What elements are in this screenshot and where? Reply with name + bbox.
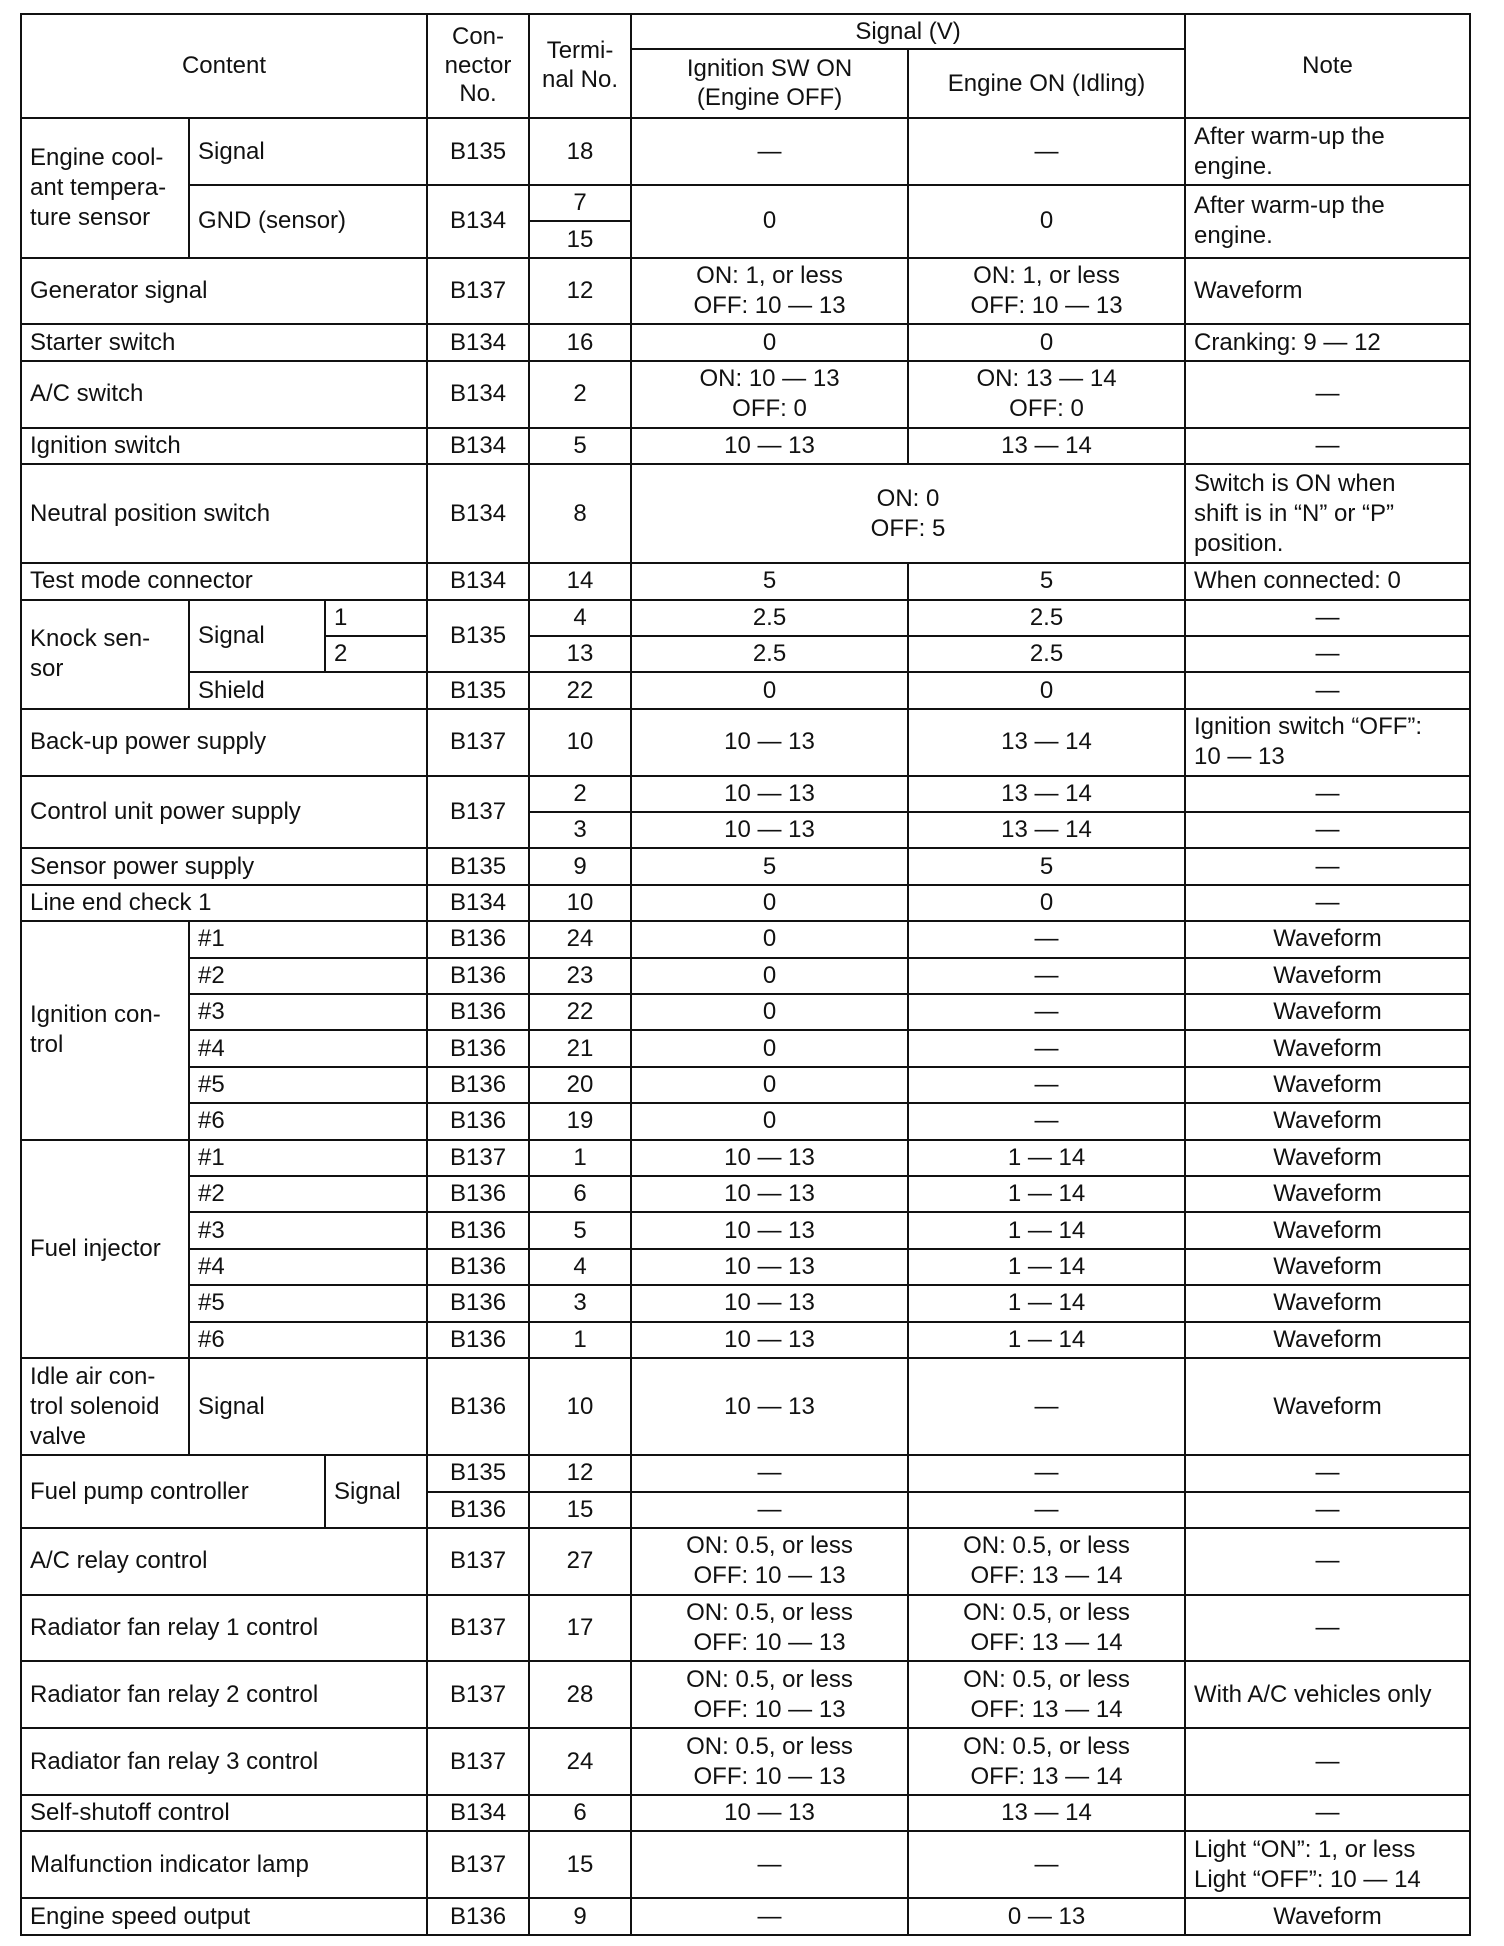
table-row bbox=[21, 1249, 1470, 1285]
row-label: Neutral position switch bbox=[21, 464, 427, 563]
row-label: Radiator fan relay 2 control bbox=[21, 1661, 427, 1728]
ignition-on-value: — bbox=[631, 1831, 908, 1898]
table-row bbox=[21, 1212, 1470, 1248]
row-sublabel: #4 bbox=[189, 1249, 427, 1285]
header-signal: Signal (V) bbox=[631, 14, 1185, 49]
connector-no: B136 bbox=[427, 1103, 529, 1139]
table-row bbox=[21, 563, 1470, 599]
header-content: Content bbox=[21, 14, 427, 118]
row-sublabel: Signal bbox=[189, 118, 427, 185]
terminal-no: 5 bbox=[529, 428, 631, 464]
terminal-no: 6 bbox=[529, 1795, 631, 1831]
terminal-no: 4 bbox=[529, 600, 631, 636]
engine-on-value: 13 — 14 bbox=[908, 776, 1185, 812]
table-row bbox=[21, 361, 1470, 428]
row-label: Back-up power supply bbox=[21, 709, 427, 776]
terminal-no: 27 bbox=[529, 1528, 631, 1595]
connector-no: B136 bbox=[427, 1898, 529, 1935]
note: Waveform bbox=[1185, 1322, 1470, 1358]
connector-no: B134 bbox=[427, 885, 529, 921]
connector-no: B136 bbox=[427, 1285, 529, 1321]
table-row bbox=[21, 464, 1470, 563]
connector-no: B137 bbox=[427, 1595, 529, 1662]
note: After warm-up the engine. bbox=[1185, 118, 1470, 185]
row-sublabel: Signal bbox=[325, 1455, 427, 1528]
table-row bbox=[21, 1455, 1470, 1491]
note: — bbox=[1185, 600, 1470, 636]
engine-on-value: — bbox=[908, 921, 1185, 957]
row-label: Generator signal bbox=[21, 258, 427, 325]
row-label: Control unit power supply bbox=[21, 776, 427, 849]
ignition-on-value: 10 — 13 bbox=[631, 709, 908, 776]
connector-no: B134 bbox=[427, 464, 529, 563]
connector-no: B136 bbox=[427, 1212, 529, 1248]
row-label: Line end check 1 bbox=[21, 885, 427, 921]
terminal-no: 13 bbox=[529, 636, 631, 672]
header-terminal: Termi- nal No. bbox=[529, 14, 631, 118]
ignition-on-value: 0 bbox=[631, 185, 908, 258]
terminal-no: 24 bbox=[529, 1728, 631, 1795]
connector-no: B134 bbox=[427, 185, 529, 258]
row-label: Starter switch bbox=[21, 324, 427, 360]
table-row bbox=[21, 1728, 1470, 1795]
note: — bbox=[1185, 1595, 1470, 1662]
terminal-no: 3 bbox=[529, 1285, 631, 1321]
connector-no: B135 bbox=[427, 1455, 529, 1491]
engine-on-value: — bbox=[908, 994, 1185, 1030]
note: Waveform bbox=[1185, 1140, 1470, 1176]
engine-on-value: ON: 0.5, or less OFF: 13 — 14 bbox=[908, 1528, 1185, 1595]
ignition-on-value: 0 bbox=[631, 885, 908, 921]
connector-no: B136 bbox=[427, 921, 529, 957]
row-sublabel: #1 bbox=[189, 921, 427, 957]
row-sublabel: #3 bbox=[189, 1212, 427, 1248]
terminal-no: 18 bbox=[529, 118, 631, 185]
engine-on-value: 0 bbox=[908, 185, 1185, 258]
ignition-on-value: ON: 0.5, or less OFF: 10 — 13 bbox=[631, 1528, 908, 1595]
terminal-no: 8 bbox=[529, 464, 631, 563]
note: Waveform bbox=[1185, 921, 1470, 957]
ignition-on-value: ON: 10 — 13 OFF: 0 bbox=[631, 361, 908, 428]
connector-no: B137 bbox=[427, 1661, 529, 1728]
note: Waveform bbox=[1185, 1176, 1470, 1212]
ignition-on-value: 10 — 13 bbox=[631, 1322, 908, 1358]
ignition-on-value: ON: 0.5, or less OFF: 10 — 13 bbox=[631, 1595, 908, 1662]
header-row-1 bbox=[21, 14, 1470, 49]
table-row bbox=[21, 885, 1470, 921]
ignition-on-value: 10 — 13 bbox=[631, 1212, 908, 1248]
row-sublabel: #5 bbox=[189, 1067, 427, 1103]
table-row bbox=[21, 258, 1470, 325]
row-sublabel: #2 bbox=[189, 1176, 427, 1212]
row-sublabel: #6 bbox=[189, 1322, 427, 1358]
connector-no: B134 bbox=[427, 1795, 529, 1831]
connector-no: B134 bbox=[427, 563, 529, 599]
row-subindex: 2 bbox=[325, 636, 427, 672]
note: Waveform bbox=[1185, 958, 1470, 994]
connector-no: B136 bbox=[427, 1030, 529, 1066]
note: — bbox=[1185, 776, 1470, 812]
connector-no: B136 bbox=[427, 1492, 529, 1528]
ignition-on-value: 10 — 13 bbox=[631, 1176, 908, 1212]
table-row bbox=[21, 921, 1470, 957]
row-label: Idle air con- trol solenoid valve bbox=[21, 1358, 189, 1455]
engine-on-value: — bbox=[908, 118, 1185, 185]
engine-on-value: 13 — 14 bbox=[908, 709, 1185, 776]
terminal-no: 28 bbox=[529, 1661, 631, 1728]
table-row bbox=[21, 185, 1470, 221]
connector-no: B137 bbox=[427, 776, 529, 849]
row-sublabel: Shield bbox=[189, 672, 427, 708]
row-label: Fuel pump controller bbox=[21, 1455, 325, 1528]
table-row bbox=[21, 1831, 1470, 1898]
ignition-on-value: ON: 0.5, or less OFF: 10 — 13 bbox=[631, 1661, 908, 1728]
connector-no: B137 bbox=[427, 1728, 529, 1795]
connector-no: B137 bbox=[427, 1831, 529, 1898]
ignition-on-value: 0 bbox=[631, 994, 908, 1030]
row-label: Sensor power supply bbox=[21, 848, 427, 884]
engine-on-value: 13 — 14 bbox=[908, 1795, 1185, 1831]
engine-on-value: 0 bbox=[908, 672, 1185, 708]
note: — bbox=[1185, 672, 1470, 708]
table-row bbox=[21, 994, 1470, 1030]
terminal-no: 12 bbox=[529, 258, 631, 325]
ignition-on-value: 0 bbox=[631, 1067, 908, 1103]
engine-on-value: 5 bbox=[908, 848, 1185, 884]
ignition-on-value: 10 — 13 bbox=[631, 1358, 908, 1455]
engine-on-value: — bbox=[908, 1067, 1185, 1103]
terminal-no: 4 bbox=[529, 1249, 631, 1285]
connector-no: B137 bbox=[427, 258, 529, 325]
note: — bbox=[1185, 361, 1470, 428]
row-label: Malfunction indicator lamp bbox=[21, 1831, 427, 1898]
terminal-no: 9 bbox=[529, 1898, 631, 1935]
ignition-on-value: 10 — 13 bbox=[631, 1249, 908, 1285]
engine-on-value: ON: 13 — 14 OFF: 0 bbox=[908, 361, 1185, 428]
note: Waveform bbox=[1185, 258, 1470, 325]
row-label: A/C switch bbox=[21, 361, 427, 428]
engine-on-value: — bbox=[908, 1030, 1185, 1066]
note: — bbox=[1185, 636, 1470, 672]
row-label: Ignition switch bbox=[21, 428, 427, 464]
note: Ignition switch “OFF”: 10 — 13 bbox=[1185, 709, 1470, 776]
terminal-no: 3 bbox=[529, 812, 631, 848]
terminal-no: 10 bbox=[529, 885, 631, 921]
engine-on-value: 1 — 14 bbox=[908, 1140, 1185, 1176]
note: Waveform bbox=[1185, 1103, 1470, 1139]
note: — bbox=[1185, 1455, 1470, 1491]
engine-on-value: — bbox=[908, 1103, 1185, 1139]
ignition-on-value: 10 — 13 bbox=[631, 812, 908, 848]
table-row bbox=[21, 324, 1470, 360]
engine-on-value: 1 — 14 bbox=[908, 1322, 1185, 1358]
row-label: Radiator fan relay 3 control bbox=[21, 1728, 427, 1795]
row-sublabel: #6 bbox=[189, 1103, 427, 1139]
row-label: Self-shutoff control bbox=[21, 1795, 427, 1831]
row-label: Knock sen- sor bbox=[21, 600, 189, 709]
row-sublabel: #2 bbox=[189, 958, 427, 994]
connector-no: B136 bbox=[427, 1067, 529, 1103]
table-row bbox=[21, 1285, 1470, 1321]
engine-on-value: — bbox=[908, 1831, 1185, 1898]
ignition-on-value: — bbox=[631, 1898, 908, 1935]
table-row bbox=[21, 1030, 1470, 1066]
engine-on-value: — bbox=[908, 1455, 1185, 1491]
engine-on-value: 13 — 14 bbox=[908, 812, 1185, 848]
note: Waveform bbox=[1185, 1030, 1470, 1066]
engine-on-value: 13 — 14 bbox=[908, 428, 1185, 464]
ignition-on-value: 5 bbox=[631, 848, 908, 884]
row-sublabel: #3 bbox=[189, 994, 427, 1030]
ignition-on-value: — bbox=[631, 1492, 908, 1528]
engine-on-value: 2.5 bbox=[908, 636, 1185, 672]
header-ignition-on: Ignition SW ON (Engine OFF) bbox=[631, 49, 908, 118]
row-sublabel: GND (sensor) bbox=[189, 185, 427, 258]
table-row bbox=[21, 1067, 1470, 1103]
row-sublabel: Signal bbox=[189, 1358, 427, 1455]
note: Waveform bbox=[1185, 1067, 1470, 1103]
engine-on-value: ON: 1, or less OFF: 10 — 13 bbox=[908, 258, 1185, 325]
note: Waveform bbox=[1185, 1358, 1470, 1455]
terminal-no: 10 bbox=[529, 709, 631, 776]
row-label: Radiator fan relay 1 control bbox=[21, 1595, 427, 1662]
signal-table bbox=[20, 13, 1471, 1936]
row-subindex: 1 bbox=[325, 600, 427, 636]
table-row bbox=[21, 1595, 1470, 1662]
ignition-on-value: 2.5 bbox=[631, 600, 908, 636]
connector-no: B137 bbox=[427, 709, 529, 776]
connector-no: B135 bbox=[427, 118, 529, 185]
note: Waveform bbox=[1185, 994, 1470, 1030]
ignition-on-value: 10 — 13 bbox=[631, 428, 908, 464]
ignition-on-value: 0 bbox=[631, 672, 908, 708]
terminal-no: 23 bbox=[529, 958, 631, 994]
terminal-no: 19 bbox=[529, 1103, 631, 1139]
terminal-no: 15 bbox=[529, 1831, 631, 1898]
terminal-no: 17 bbox=[529, 1595, 631, 1662]
engine-on-value: 1 — 14 bbox=[908, 1285, 1185, 1321]
note: — bbox=[1185, 1492, 1470, 1528]
row-label: Test mode connector bbox=[21, 563, 427, 599]
row-sublabel: Signal bbox=[189, 600, 325, 673]
ignition-on-value: — bbox=[631, 118, 908, 185]
ignition-on-value: ON: 1, or less OFF: 10 — 13 bbox=[631, 258, 908, 325]
ignition-on-value: 0 bbox=[631, 324, 908, 360]
note: Waveform bbox=[1185, 1898, 1470, 1935]
table-row bbox=[21, 428, 1470, 464]
connector-no: B134 bbox=[427, 324, 529, 360]
engine-on-value: 0 — 13 bbox=[908, 1898, 1185, 1935]
table-row bbox=[21, 1103, 1470, 1139]
note: — bbox=[1185, 848, 1470, 884]
table-row bbox=[21, 1528, 1470, 1595]
connector-no: B135 bbox=[427, 600, 529, 673]
engine-on-value: — bbox=[908, 958, 1185, 994]
table-row bbox=[21, 1176, 1470, 1212]
row-label: Engine speed output bbox=[21, 1898, 427, 1935]
connector-no: B136 bbox=[427, 1322, 529, 1358]
connector-no: B136 bbox=[427, 1176, 529, 1212]
engine-on-value: ON: 0.5, or less OFF: 13 — 14 bbox=[908, 1595, 1185, 1662]
note: — bbox=[1185, 812, 1470, 848]
row-sublabel: #5 bbox=[189, 1285, 427, 1321]
engine-on-value: ON: 0.5, or less OFF: 13 — 14 bbox=[908, 1661, 1185, 1728]
engine-on-value: 2.5 bbox=[908, 600, 1185, 636]
ignition-on-value: 10 — 13 bbox=[631, 776, 908, 812]
note: — bbox=[1185, 1528, 1470, 1595]
table-row bbox=[21, 672, 1470, 708]
ignition-on-value: 10 — 13 bbox=[631, 1285, 908, 1321]
table-row bbox=[21, 848, 1470, 884]
terminal-no: 1 bbox=[529, 1322, 631, 1358]
connector-no: B136 bbox=[427, 994, 529, 1030]
engine-on-value: 1 — 14 bbox=[908, 1176, 1185, 1212]
engine-on-value: ON: 0.5, or less OFF: 13 — 14 bbox=[908, 1728, 1185, 1795]
note: With A/C vehicles only bbox=[1185, 1661, 1470, 1728]
table-row bbox=[21, 776, 1470, 812]
terminal-no: 14 bbox=[529, 563, 631, 599]
terminal-no: 16 bbox=[529, 324, 631, 360]
ignition-on-value: 10 — 13 bbox=[631, 1795, 908, 1831]
note: Waveform bbox=[1185, 1212, 1470, 1248]
terminal-no: 6 bbox=[529, 1176, 631, 1212]
connector-no: B137 bbox=[427, 1528, 529, 1595]
row-label: Fuel injector bbox=[21, 1140, 189, 1358]
engine-on-value: 1 — 14 bbox=[908, 1249, 1185, 1285]
terminal-no: 2 bbox=[529, 776, 631, 812]
ignition-on-value: 2.5 bbox=[631, 636, 908, 672]
terminal-no: 15 bbox=[529, 221, 631, 257]
note: Light “ON”: 1, or less Light “OFF”: 10 — 14 bbox=[1185, 1831, 1470, 1898]
row-sublabel: #1 bbox=[189, 1140, 427, 1176]
terminal-no: 2 bbox=[529, 361, 631, 428]
connector-no: B136 bbox=[427, 1358, 529, 1455]
ignition-on-value: 5 bbox=[631, 563, 908, 599]
engine-on-value: 1 — 14 bbox=[908, 1212, 1185, 1248]
row-label: Engine cool- ant tempera- ture sensor bbox=[21, 118, 189, 258]
note: — bbox=[1185, 1728, 1470, 1795]
connector-no: B137 bbox=[427, 1140, 529, 1176]
note: — bbox=[1185, 1795, 1470, 1831]
terminal-no: 22 bbox=[529, 994, 631, 1030]
row-label: Ignition con- trol bbox=[21, 921, 189, 1139]
table-row bbox=[21, 600, 1470, 636]
terminal-no: 20 bbox=[529, 1067, 631, 1103]
header-engine-on: Engine ON (Idling) bbox=[908, 49, 1185, 118]
ignition-on-value: 0 bbox=[631, 1030, 908, 1066]
engine-on-value: 0 bbox=[908, 324, 1185, 360]
table-row bbox=[21, 1358, 1470, 1455]
table-row bbox=[21, 1322, 1470, 1358]
terminal-no: 15 bbox=[529, 1492, 631, 1528]
ignition-on-value: — bbox=[631, 1455, 908, 1491]
table-row bbox=[21, 958, 1470, 994]
table-row bbox=[21, 1140, 1470, 1176]
signal-value: ON: 0 OFF: 5 bbox=[631, 464, 1185, 563]
header-note: Note bbox=[1185, 14, 1470, 118]
terminal-no: 1 bbox=[529, 1140, 631, 1176]
table-row bbox=[21, 1661, 1470, 1728]
ignition-on-value: ON: 0.5, or less OFF: 10 — 13 bbox=[631, 1728, 908, 1795]
table-row bbox=[21, 118, 1470, 185]
connector-no: B136 bbox=[427, 958, 529, 994]
engine-on-value: 5 bbox=[908, 563, 1185, 599]
engine-on-value: — bbox=[908, 1358, 1185, 1455]
table-row bbox=[21, 709, 1470, 776]
terminal-no: 22 bbox=[529, 672, 631, 708]
terminal-no: 5 bbox=[529, 1212, 631, 1248]
header-connector: Con- nector No. bbox=[427, 14, 529, 118]
note: Waveform bbox=[1185, 1285, 1470, 1321]
ignition-on-value: 10 — 13 bbox=[631, 1140, 908, 1176]
engine-on-value: 0 bbox=[908, 885, 1185, 921]
terminal-no: 10 bbox=[529, 1358, 631, 1455]
connector-no: B135 bbox=[427, 672, 529, 708]
connector-no: B134 bbox=[427, 428, 529, 464]
note: Switch is ON when shift is in “N” or “P” position. bbox=[1185, 464, 1470, 563]
connector-no: B135 bbox=[427, 848, 529, 884]
ignition-on-value: 0 bbox=[631, 1103, 908, 1139]
terminal-no: 24 bbox=[529, 921, 631, 957]
engine-on-value: — bbox=[908, 1492, 1185, 1528]
note: When connected: 0 bbox=[1185, 563, 1470, 599]
note: Cranking: 9 — 12 bbox=[1185, 324, 1470, 360]
note: — bbox=[1185, 885, 1470, 921]
ignition-on-value: 0 bbox=[631, 921, 908, 957]
table-row bbox=[21, 1898, 1470, 1935]
table-row bbox=[21, 1795, 1470, 1831]
terminal-no: 9 bbox=[529, 848, 631, 884]
terminal-no: 7 bbox=[529, 185, 631, 221]
note: After warm-up the engine. bbox=[1185, 185, 1470, 258]
row-sublabel: #4 bbox=[189, 1030, 427, 1066]
ignition-on-value: 0 bbox=[631, 958, 908, 994]
note: — bbox=[1185, 428, 1470, 464]
note: Waveform bbox=[1185, 1249, 1470, 1285]
row-label: A/C relay control bbox=[21, 1528, 427, 1595]
terminal-no: 12 bbox=[529, 1455, 631, 1491]
connector-no: B134 bbox=[427, 361, 529, 428]
connector-no: B136 bbox=[427, 1249, 529, 1285]
terminal-no: 21 bbox=[529, 1030, 631, 1066]
